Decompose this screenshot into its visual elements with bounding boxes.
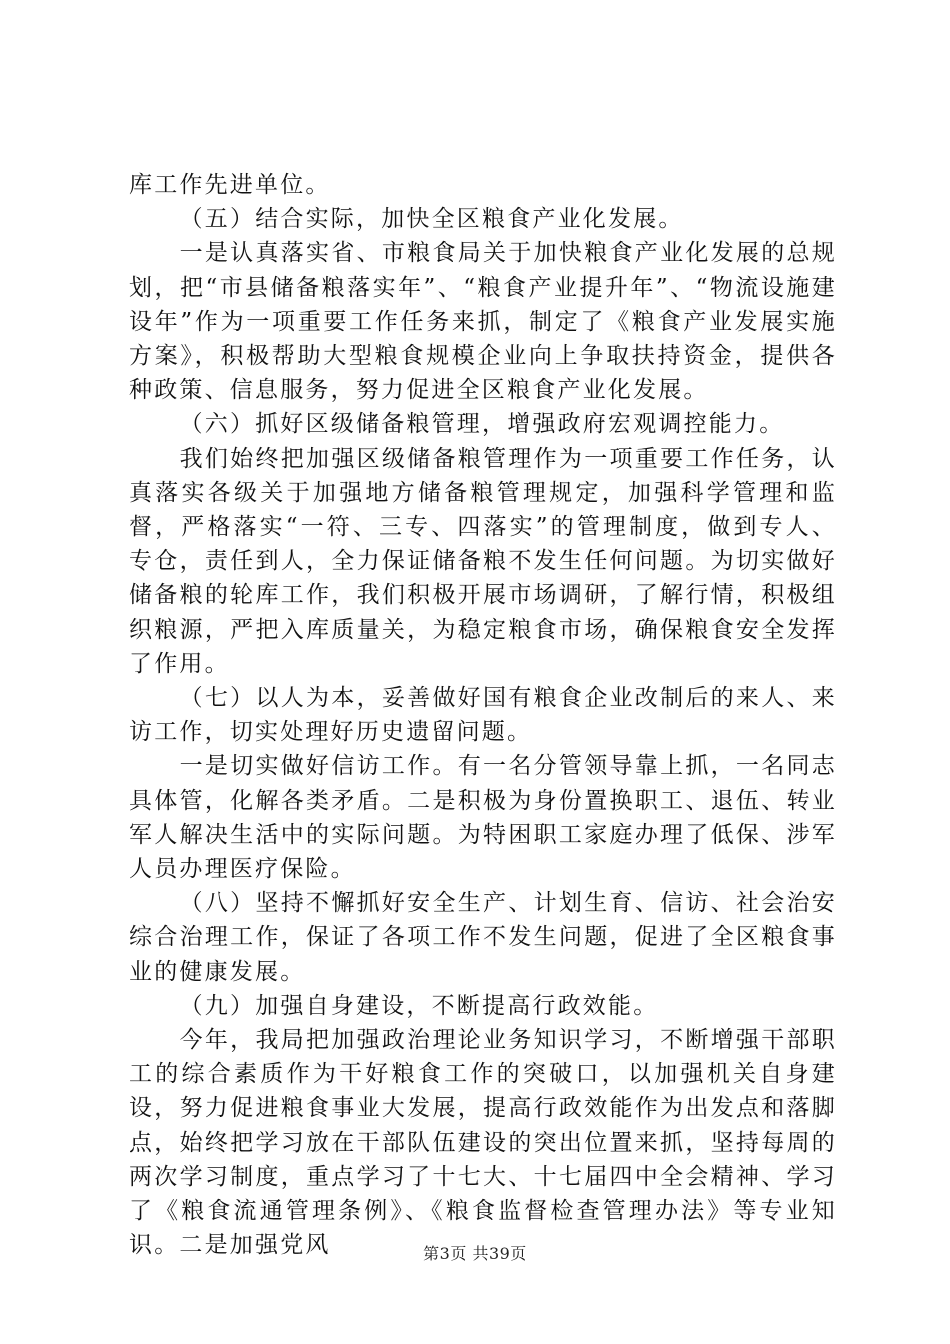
section-heading-5: （五）结合实际，加快全区粮食产业化发展。 [179,206,684,233]
section-heading-9: （九）加强自身建设，不断提高行政效能。 [179,992,659,1019]
paragraph: 今年，我局把加强政治理论业务知识学习，不断增强干部职工的综合素质作为干好粮食工作的突破口，以加强机关自身建设，努力促进粮食事业大发展，提高行政效能作为出发点和落脚点，始终把学习放在干部队伍建设的突出位置来抓，坚持每周的两次学习制度，重点学习了十七大、十七届四中全会精神、学习了《粮食流通管理条例》、《粮食监督检查管理办法》等专业知识。二是加强党风 [129,1027,837,1259]
section-heading-8: （八）坚持不懈抓好安全生产、计划生育、信访、社会治安综合治理工作，保证了各项工作不发生问题，促进了全区粮食事业的健康发展。 [129,890,837,985]
paragraph: 我们始终把加强区级储备粮管理作为一项重要工作任务，认真落实各级关于加强地方储备粮管理规定，加强科学管理和监督，严格落实“一符、三专、四落实”的管理制度，做到专人、专仓，责任到人，全力保证储备粮不发生任何问题。为切实做好储备粮的轮库工作，我们积极开展市场调研，了解行情，积极组织粮源，严把入库质量关，为稳定粮食市场，确保粮食安全发挥了作用。 [129,445,837,677]
paragraph: 一是认真落实省、市粮食局关于加快粮食产业化发展的总规划，把“市县储备粮落实年”、“粮食产业提升年”、“物流设施建设年”作为一项重要工作任务来抓，制定了《粮食产业发展实施方案》，积极帮助大型粮食规模企业向上争取扶持资金，提供各种政策、信息服务，努力促进全区粮食产业化发展。 [129,240,837,404]
page-number-footer: 第3页 共39页 [423,1244,527,1263]
paragraph-continuation: 库工作先进单位。 [129,172,331,198]
section-heading-7: （七）以人为本，妥善做好国有粮食企业改制后的来人、来访工作，切实处理好历史遗留问题。 [129,685,837,746]
document-body [129,168,837,1263]
section-heading-6: （六）抓好区级储备粮管理，增强政府宏观调控能力。 [179,411,785,438]
paragraph: 一是切实做好信访工作。有一名分管领导靠上抓，一名同志具体管，化解各类矛盾。二是积极为身份置换职工、退伍、转业军人解决生活中的实际问题。为特困职工家庭办理了低保、涉军人员办理医疗保险。 [129,753,837,883]
